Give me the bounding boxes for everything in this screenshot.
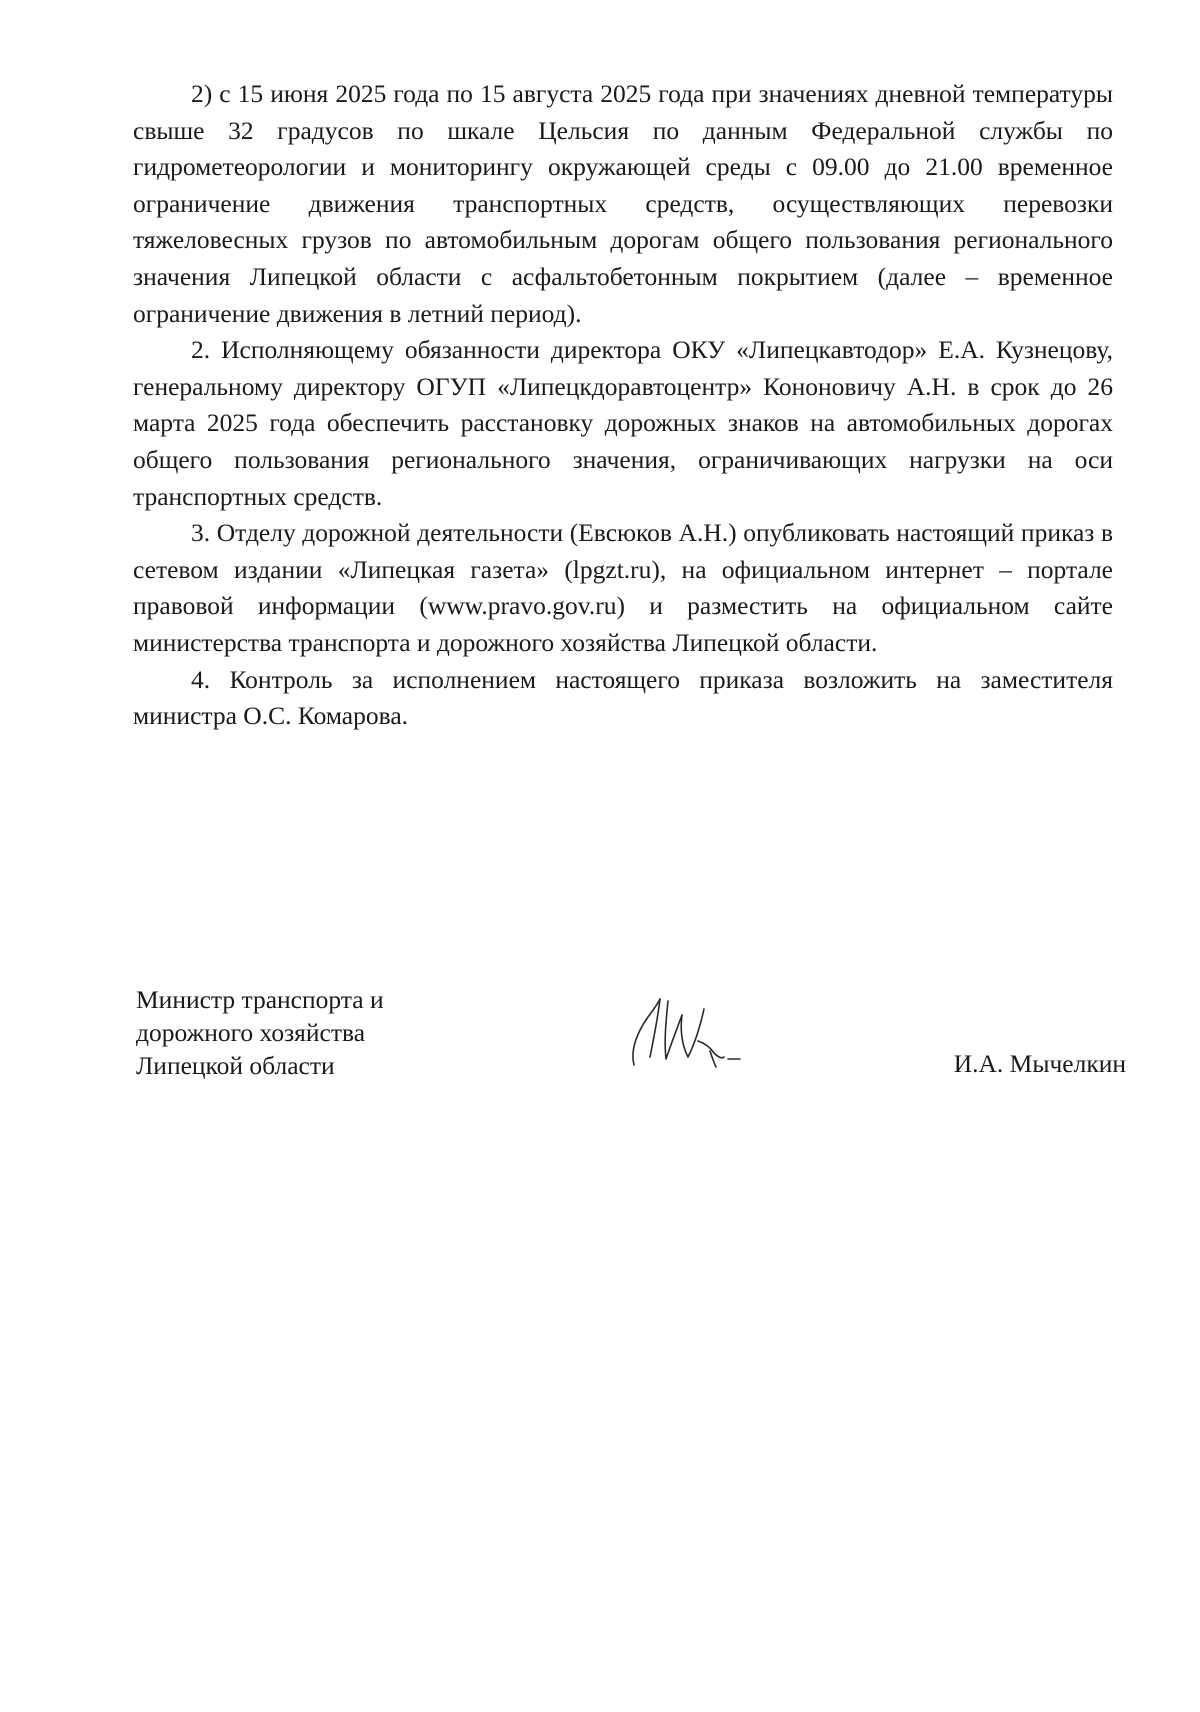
paragraph-publication: 3. Отделу дорожной деятельности (Евсюков А.Н.) опубликовать настоящий приказ в сетевом издании «Липецкая газета» (lpgzt.ru), на официальном интернет – портале правовой информации (www.pravo.gov.ru) и разместить на официальном сайте министерства транспорта и дорожного хозяйства Липецкой области. [133, 518, 1113, 657]
signer-position [136, 983, 456, 1082]
signer-position-line: Министр транспорта и [136, 985, 384, 1014]
paragraph-road-signs: 2. Исполняющему обязанности директора ОКУ «Липецкавтодор» Е.А. Кузнецову, генеральному директору ОГУП «Липецкдоравтоцентр» Кононовичу А.Н. в срок до 26 марта 2025 года обеспечить расстановку дорожных знаков на автомобильных дорогах общего пользования регионального значения, ограничивающих нагрузки на оси транспортных средств. [133, 335, 1113, 511]
signer-position-line: Липецкой области [136, 1051, 335, 1080]
signer-name: И.А. Мычелкин [953, 1049, 1126, 1078]
handwritten-signature [624, 987, 754, 1077]
paragraph-item-2-summer-restriction: 2) с 15 июня 2025 года по 15 августа 2025 года при значениях дневной температуры свыше 32 градусов по шкале Цельсия по данным Федеральной службы по гидрометеорологии и мониторингу окружающей среды с 09.00 до 21.00 временное ограничение движения транспортных средств, осуществляющих перевозки тяжеловесных грузов по автомобильным дорогам общего пользования регионального значения Липецкой области с асфальтобетонным покрытием (далее – временное ограничение движения в летний период). [133, 79, 1113, 328]
signature-block [136, 983, 1126, 1113]
paragraph-control: 4. Контроль за исполнением настоящего приказа возложить на заместителя министра О.С. Комарова. [133, 664, 1113, 731]
document-body [133, 76, 1113, 735]
signer-position-line: дорожного хозяйства [136, 1018, 366, 1047]
